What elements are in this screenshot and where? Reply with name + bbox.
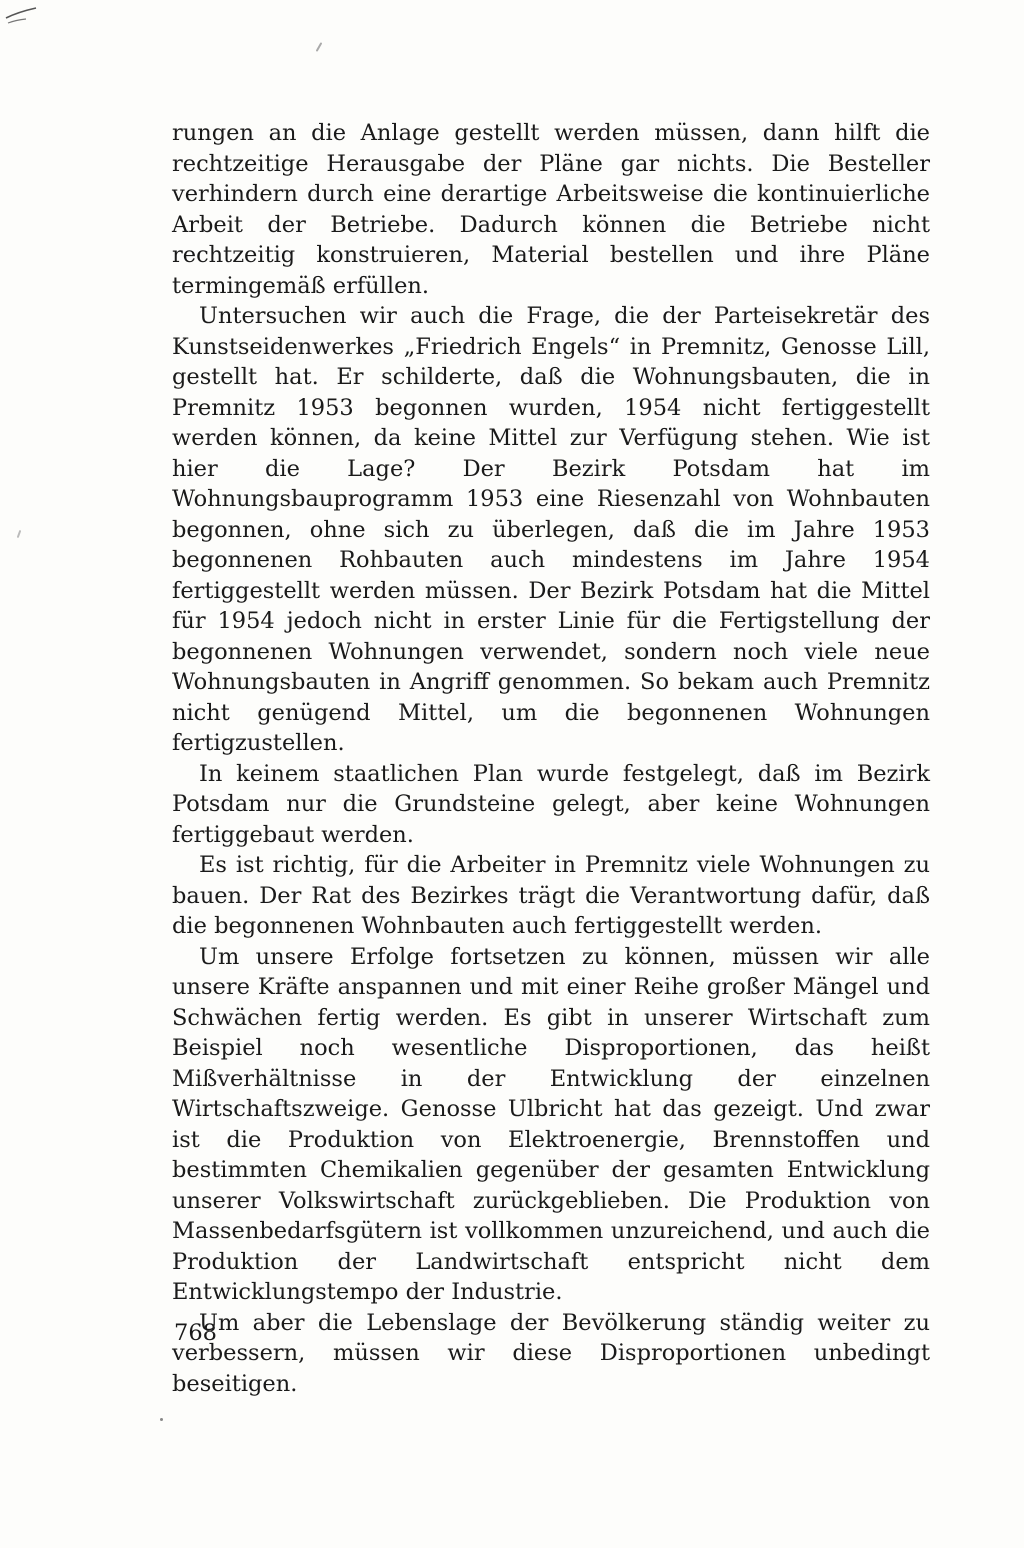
paragraph: rungen an die Anlage gestellt werden müssen, dann hilft die rechtzeitige Herausgabe der Pläne gar nichts. Die Besteller verhindern durch eine derartige Arbeitsweise die kontinuierliche Arbeit der Betriebe. Dadurch können die Betriebe nicht rechtzeitig konstruieren, Material bestellen und ihre Pläne termingemäß erfüllen.	[172, 120, 930, 299]
paragraph: Um unsere Erfolge fortsetzen zu können, müssen wir alle unsere Kräfte anspannen und mit einer Reihe großer Mängel und Schwächen fertig werden. Es gibt in unserer Wirtschaft zum Beispiel noch wesentliche Disproportionen, das heißt Mißverhältnisse in der Entwicklung der einzelnen Wirtschaftszweige. Genosse Ulbricht hat das gezeigt. Und zwar ist die Produktion von Elektroenergie, Brennstoffen und bestimmten Chemikalien gegenüber der gesamten Entwicklung unserer Volkswirtschaft zurückgeblieben. Die Produktion von Massenbedarfsgütern ist vollkommen unzureichend, und auch die Produktion der Landwirtschaft entspricht nicht dem Entwicklungstempo der Industrie.	[172, 943, 930, 1305]
page-number: 768	[174, 1320, 217, 1346]
pencil-mark-icon	[4, 6, 40, 26]
paper-speck	[316, 42, 323, 52]
paragraph: Untersuchen wir auch die Frage, die der Parteisekretär des Kunstseidenwerkes „Friedrich Engels“ in Premnitz, Genosse Lill, gestellt hat. Er schilderte, daß die Wohnungsbauten, die in Premnitz 1953 begonnen wurden, 1954 nicht fertiggestellt werden können, da keine Mittel zur Verfügung stehen. Wie ist hier die Lage? Der Bezirk Potsdam hat im Wohnungsbauprogramm 1953 eine Riesenzahl von Wohnbauten begonnen, ohne sich zu überlegen, daß die im Jahre 1953 begonnenen Rohbauten auch mindestens im Jahre 1954 fertiggestellt werden müssen. Der Bezirk Potsdam hat die Mittel für 1954 jedoch nicht in erster Linie für die Fertigstellung der begonnenen Wohnungen verwendet, sondern noch viele neue Wohnungsbauten in Angriff genommen. So bekam auch Premnitz nicht genügend Mittel, um die begonnenen Wohnungen fertigzustellen.	[172, 303, 930, 756]
paper-speck	[160, 1418, 163, 1421]
body-text	[172, 118, 930, 1399]
paragraph: Es ist richtig, für die Arbeiter in Premnitz viele Wohnungen zu bauen. Der Rat des Bezirkes trägt die Verantwortung dafür, daß die begonnenen Wohnbauten auch fertiggestellt werden.	[172, 852, 930, 939]
paragraph: In keinem staatlichen Plan wurde festgelegt, daß im Bezirk Potsdam nur die Grundsteine gelegt, aber keine Wohnungen fertiggebaut werden.	[172, 760, 930, 848]
paragraph: Um aber die Lebenslage der Bevölkerung ständig weiter zu verbessern, müssen wir diese Disproportionen unbedingt beseitigen.	[172, 1309, 930, 1397]
paper-speck	[17, 530, 22, 538]
